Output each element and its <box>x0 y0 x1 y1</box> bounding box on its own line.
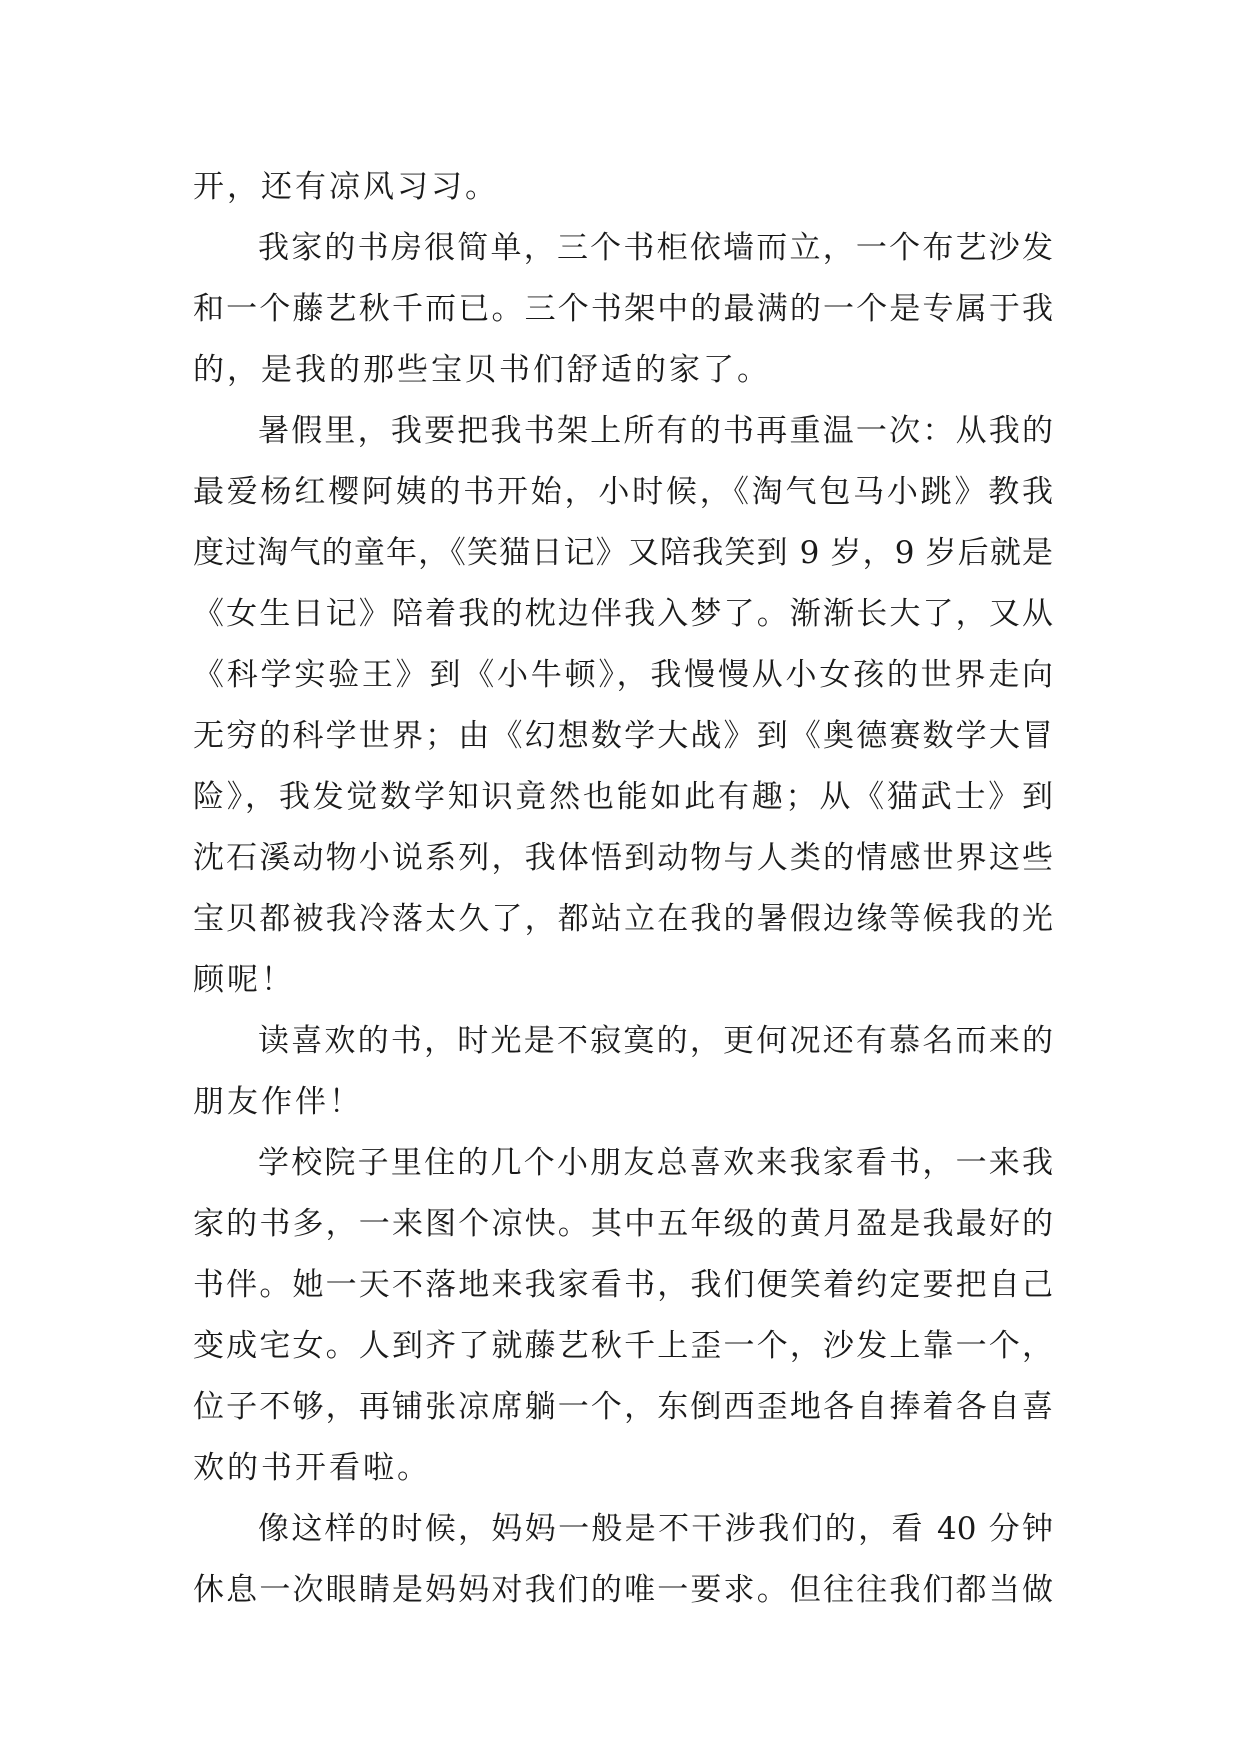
text-line: 最爱杨红樱阿姨的书开始，小时候，《淘气包马小跳》教我 <box>193 474 1053 510</box>
text-line: 书伴。她一天不落地来我家看书，我们便笑着约定要把自己 <box>193 1267 1053 1303</box>
text-line: 暑假里，我要把我书架上所有的书再重温一次：从我的 <box>258 413 1053 449</box>
text-line: 险》，我发觉数学知识竟然也能如此有趣；从《猫武士》到 <box>193 779 1053 815</box>
paragraph <box>193 218 1053 401</box>
paragraph <box>193 1499 1053 1621</box>
text-line: 无穷的科学世界；由《幻想数学大战》到《奥德赛数学大冒 <box>193 718 1053 754</box>
text-line: 家的书多，一来图个凉快。其中五年级的黄月盈是我最好的 <box>193 1206 1053 1242</box>
document-body <box>193 157 1053 1621</box>
text-line: 读喜欢的书，时光是不寂寞的，更何况还有慕名而来的 <box>258 1023 1053 1059</box>
text-line: 的，是我的那些宝贝书们舒适的家了。 <box>193 352 771 388</box>
text-line: 欢的书开看啦。 <box>193 1450 431 1486</box>
text-line: 像这样的时候，妈妈一般是不干涉我们的，看 40 分钟 <box>258 1511 1053 1547</box>
text-line: 和一个藤艺秋千而已。三个书架中的最满的一个是专属于我 <box>193 291 1053 327</box>
text-line: 位子不够，再铺张凉席躺一个，东倒西歪地各自捧着各自喜 <box>193 1389 1053 1425</box>
text-line: 顾呢！ <box>193 962 295 998</box>
paragraph <box>193 401 1053 1011</box>
text-line: 学校院子里住的几个小朋友总喜欢来我家看书，一来我 <box>258 1145 1053 1181</box>
text-line: 《科学实验王》到《小牛顿》，我慢慢从小女孩的世界走向 <box>193 657 1053 693</box>
paragraph <box>193 1133 1053 1499</box>
text-line: 休息一次眼睛是妈妈对我们的唯一要求。但往往我们都当做 <box>193 1572 1053 1608</box>
text-line: 开，还有凉风习习。 <box>193 169 499 205</box>
text-line: 变成宅女。人到齐了就藤艺秋千上歪一个，沙发上靠一个， <box>193 1328 1053 1364</box>
text-line: 我家的书房很简单，三个书柜依墙而立，一个布艺沙发 <box>258 230 1053 266</box>
text-line: 度过淘气的童年，《笑猫日记》又陪我笑到 9 岁，9 岁后就是 <box>193 535 1053 571</box>
text-line: 朋友作伴！ <box>193 1084 363 1120</box>
paragraph <box>193 1011 1053 1133</box>
text-line: 沈石溪动物小说系列，我体悟到动物与人类的情感世界这些 <box>193 840 1053 876</box>
paragraph <box>193 157 1053 218</box>
text-line: 《女生日记》陪着我的枕边伴我入梦了。渐渐长大了，又从 <box>193 596 1053 632</box>
text-line: 宝贝都被我冷落太久了，都站立在我的暑假边缘等候我的光 <box>193 901 1053 937</box>
